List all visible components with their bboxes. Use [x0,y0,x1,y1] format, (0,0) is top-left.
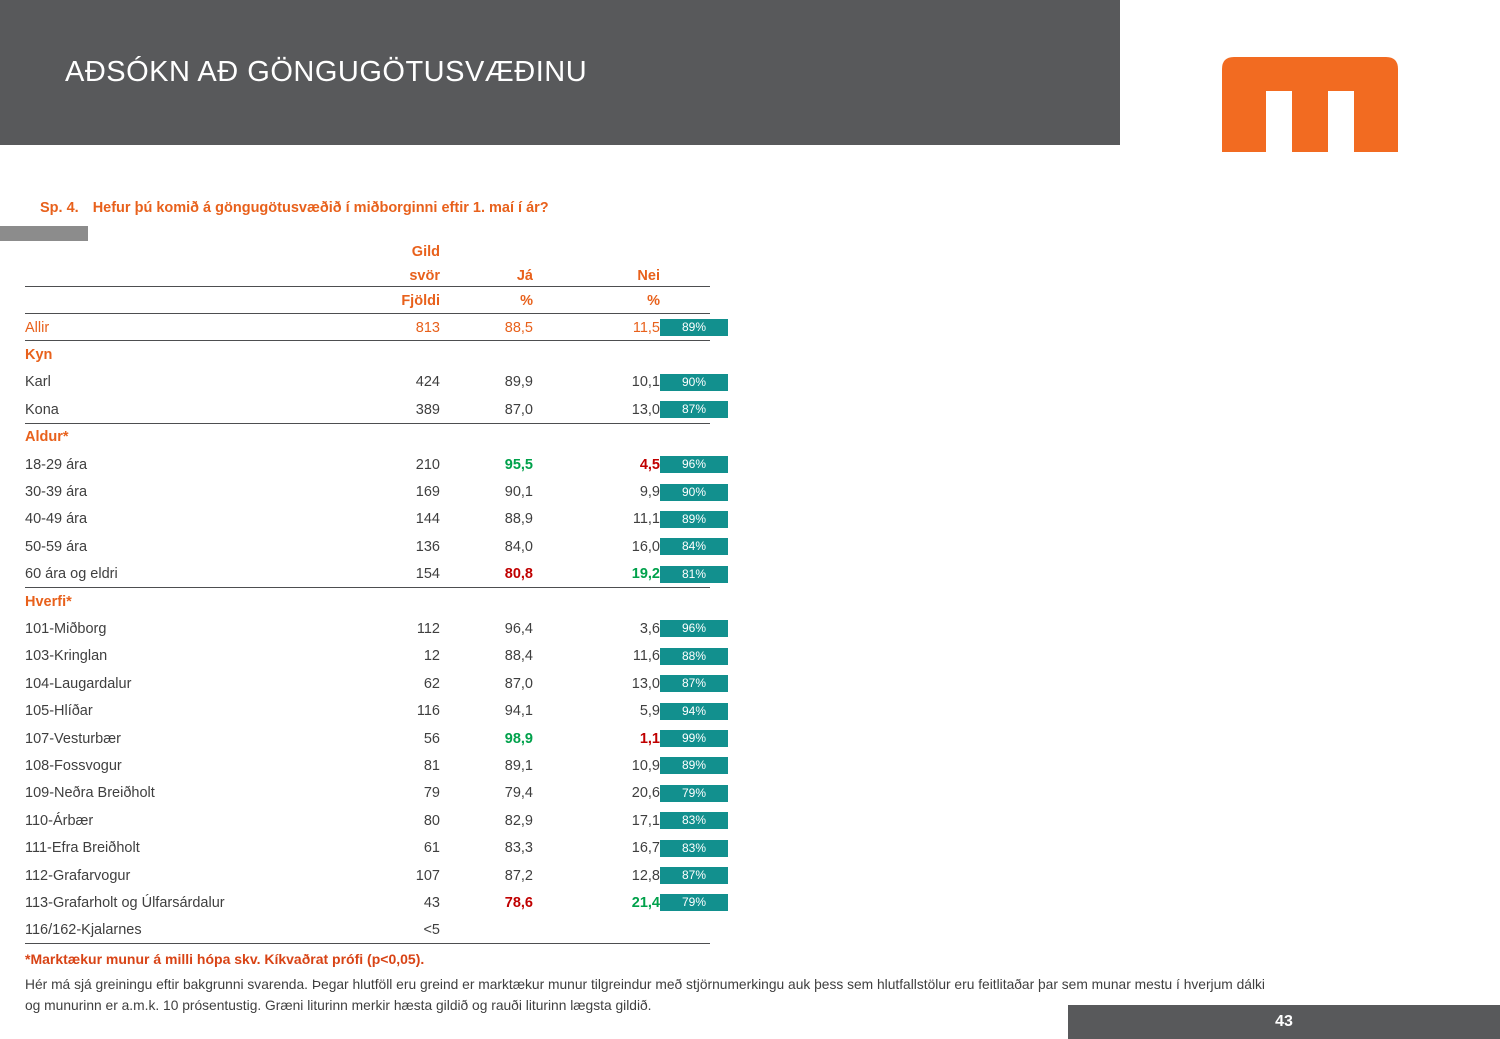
bar-cell [660,588,728,615]
cell-yes-pct: 79,4 [504,785,533,802]
bar-label: 90% [681,374,707,389]
row-label: 60 ára og eldri [25,566,118,583]
cell-no-pct: 20,6 [631,785,660,802]
bar-label: 79% [681,785,707,800]
bar-label: 96% [681,457,707,472]
cell-count: 62 [423,675,440,692]
percentage-bar [660,730,728,747]
percentage-bar [660,319,728,336]
row-label: 40-49 ára [25,511,88,528]
table-header-row-2 [25,264,1475,287]
bar-label: 89% [681,511,707,526]
section-row [25,588,1475,615]
bar-label: 89% [681,758,707,773]
row-label: Hverfi* [25,593,72,610]
header-bar [0,0,1120,145]
bar-label: 83% [681,813,707,828]
bar-cell [660,889,728,916]
cell-yes-pct: 84,0 [504,538,533,555]
bar-cell [660,451,728,478]
cell-no-pct: 1,1 [639,730,660,747]
row-label: 116/162-Kjalarnes [25,922,142,939]
row-label: 108-Fossvogur [25,757,122,774]
cell-count: 56 [423,730,440,747]
row-label: Kona [25,401,59,418]
cell-no-pct: 21,4 [631,894,660,911]
cell-yes-pct: 98,9 [504,730,533,747]
table-row [25,780,1475,807]
cell-count: 61 [423,840,440,857]
col-header-pct-ja: % [520,292,533,309]
cell-yes-pct: 80,8 [504,566,533,583]
logo-m-icon [1222,57,1398,152]
percentage-bar [660,484,728,501]
question-text [40,200,549,216]
results-table [25,240,1475,944]
percentage-bar [660,675,728,692]
table-row [25,314,1475,341]
bar-cell [660,506,728,533]
table-row [25,834,1475,861]
bar-cell [660,862,728,889]
bar-label: 96% [681,621,707,636]
row-label: 109-Neðra Breiðholt [25,785,155,802]
table-header [25,240,1475,314]
cell-yes-pct: 95,5 [504,456,533,473]
cell-count: 144 [415,511,440,528]
row-label: Allir [25,319,50,336]
cell-no-pct: 13,0 [631,675,660,692]
row-label: 101-Miðborg [25,620,107,637]
methodology-note: Hér má sjá greiningu eftir bakgrunni svarenda. Þegar hlutföll eru greind er marktækur munur tilgreindur með stjörnumerkingu auk þess sem hlutfallstölur eru feitlitaðar þar sem munar mestu í hverjum dálki og munurinn er a.m.k. 10 prósentustig. Græni liturinn merkir hæsta gildið og rauði liturinn lægsta gildið. [25,977,1265,1014]
cell-count: 169 [415,484,440,501]
table-header-row-1 [25,240,1475,264]
bar-cell [660,478,728,505]
page-number: 43 [1275,1013,1293,1030]
row-label: 107-Vesturbær [25,730,121,747]
footnote: *Marktækur munur á milli hópa skv. Kíkvaðrat prófi (p<0,05). [25,951,425,967]
cell-count: 424 [415,374,440,391]
bar-cell [660,533,728,560]
cell-count: <5 [423,922,440,939]
bar-label: 87% [681,402,707,417]
cell-count: 12 [423,648,440,665]
percentage-bar [660,374,728,391]
row-label: 113-Grafarholt og Úlfarsárdalur [25,894,225,911]
cell-count: 112 [416,620,440,637]
table-row [25,615,1475,642]
table-row [25,752,1475,779]
percentage-bar [660,867,728,884]
table-body [25,314,1475,944]
percentage-bar [660,538,728,555]
cell-count: 210 [415,456,440,473]
bar-cell [660,670,728,697]
bar-cell [660,752,728,779]
cell-no-pct: 4,5 [639,456,660,473]
table-row [25,889,1475,916]
bar-label: 88% [681,648,707,663]
table-row [25,725,1475,752]
col-header-ja: Já [516,267,533,284]
row-label: 112-Grafarvogur [25,867,131,884]
cell-no-pct: 11,5 [632,319,660,336]
cell-yes-pct: 87,0 [504,401,533,418]
percentage-bar [660,757,728,774]
table-header-row-3 [25,287,1475,314]
cell-yes-pct: 90,1 [504,484,533,501]
page-title: AÐSÓKN AÐ GÖNGUGÖTUSVÆÐINU [65,56,588,88]
question-number: Sp. 4. [40,200,79,216]
decoration-strip [0,226,88,241]
table-row [25,396,1475,423]
percentage-bar [660,785,728,802]
bar-label: 84% [681,539,707,554]
cell-no-pct: 3,6 [639,620,660,637]
bar-cell [660,780,728,807]
col-header-nei: Nei [637,267,660,284]
question-body: Hefur þú komið á göngugötusvæðið í miðborginni eftir 1. maí í ár? [92,200,549,216]
cell-yes-pct: 89,1 [504,757,533,774]
cell-no-pct: 10,9 [631,757,660,774]
bar-cell [660,424,728,451]
bar-cell [660,561,728,588]
row-label: 30-39 ára [25,484,88,501]
cell-no-pct: 11,6 [632,648,660,665]
bar-label: 89% [681,320,707,335]
cell-count: 154 [415,566,440,583]
percentage-bar [660,894,728,911]
percentage-bar [660,648,728,665]
percentage-bar [660,511,728,528]
percentage-bar [660,840,728,857]
bar-cell [660,725,728,752]
cell-count: 136 [415,538,440,555]
bar-label: 87% [681,676,707,691]
table-row [25,533,1475,560]
col-header-fjoldi: Fjöldi [401,292,440,309]
bar-cell [660,834,728,861]
table-row [25,917,1475,944]
table-row [25,862,1475,889]
bar-cell [660,697,728,724]
row-label: 111-Efra Breiðholt [25,840,140,857]
cell-no-pct: 19,2 [631,566,660,583]
col-header-pct-nei: % [647,292,660,309]
cell-no-pct: 17,1 [631,812,660,829]
section-row [25,341,1475,368]
percentage-bar [660,703,728,720]
section-row [25,424,1475,451]
table-row [25,643,1475,670]
cell-count: 79 [423,785,440,802]
row-label: 50-59 ára [25,538,88,555]
table-row [25,561,1475,588]
cell-yes-pct: 87,2 [504,867,533,884]
cell-no-pct: 12,8 [631,867,660,884]
cell-no-pct: 10,1 [631,374,660,391]
table-row [25,369,1475,396]
cell-count: 43 [423,894,440,911]
cell-yes-pct: 87,0 [504,675,533,692]
bar-label: 87% [681,868,707,882]
bar-label: 99% [681,731,707,746]
cell-yes-pct: 96,4 [504,620,533,637]
table-row [25,697,1475,724]
cell-yes-pct: 78,6 [504,894,533,911]
row-label: 105-Hlíðar [25,703,93,720]
bar-label: 83% [681,840,707,855]
cell-no-pct: 16,0 [631,538,660,555]
cell-no-pct: 16,7 [631,840,660,857]
cell-no-pct: 13,0 [631,401,660,418]
percentage-bar [660,456,728,473]
cell-yes-pct: 94,1 [504,703,533,720]
bar-cell [660,396,728,423]
table-row [25,807,1475,834]
bar-label: 94% [681,703,707,718]
bar-cell [660,917,728,944]
bar-label: 79% [681,895,707,910]
table-row [25,670,1475,697]
row-label: 110-Árbær [25,812,94,829]
bar-cell [660,314,728,341]
page-number-bar [1068,1005,1500,1039]
cell-yes-pct: 88,9 [504,511,533,528]
cell-no-pct: 11,1 [632,511,660,528]
percentage-bar [660,566,728,583]
cell-yes-pct: 88,4 [504,648,533,665]
cell-count: 813 [415,319,440,336]
bar-cell [660,341,728,368]
table-row [25,506,1475,533]
cell-yes-pct: 89,9 [504,374,533,391]
cell-count: 389 [415,401,440,418]
row-label: 104-Laugardalur [25,675,132,692]
table-row [25,478,1475,505]
cell-yes-pct: 88,5 [504,319,533,336]
row-label: Kyn [25,347,53,364]
cell-count: 81 [423,757,440,774]
bar-cell [660,615,728,642]
cell-yes-pct: 82,9 [504,812,533,829]
bar-label: 90% [681,484,707,499]
bar-cell [660,643,728,670]
percentage-bar [660,812,728,829]
row-label: 103-Kringlan [25,648,108,665]
percentage-bar [660,620,728,637]
col-header-gild: Gild [411,244,440,260]
bar-cell [660,369,728,396]
company-logo [1222,57,1398,152]
row-label: Aldur* [25,429,69,446]
bar-label: 81% [681,566,707,581]
table-row [25,451,1475,478]
col-header-svor: svör [409,267,440,284]
cell-no-pct: 5,9 [639,703,660,720]
cell-count: 80 [423,812,440,829]
row-label: 18-29 ára [25,456,88,473]
row-label: Karl [25,374,51,391]
cell-count: 116 [416,703,440,720]
bar-cell [660,807,728,834]
cell-yes-pct: 83,3 [504,840,533,857]
cell-count: 107 [415,867,440,884]
percentage-bar [660,401,728,418]
cell-no-pct: 9,9 [639,484,660,501]
